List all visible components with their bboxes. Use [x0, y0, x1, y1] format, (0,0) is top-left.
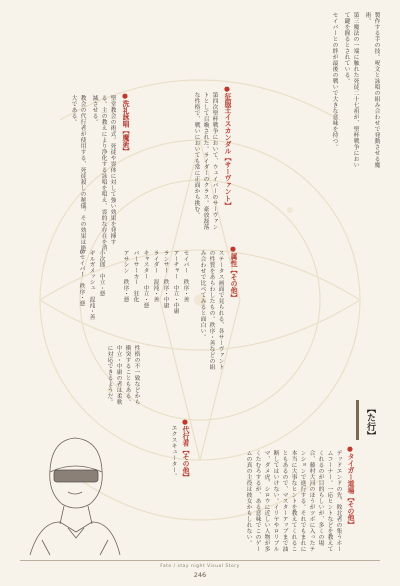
entry-term-senrei: ●洗礼詠唱【魔術】 [121, 92, 129, 155]
table-row: アサシン 秩序・悪 [122, 250, 128, 303]
divider-line [20, 560, 380, 561]
entry-text-zokusei [196, 250, 224, 370]
table-row: ライダー 混沌・善 [152, 250, 158, 303]
bullet-icon: ● [346, 445, 354, 453]
table-row: セイバー 秩序・善 [182, 250, 188, 303]
top-text-column [238, 12, 380, 172]
table-row: ギルガメッシュ 混沌・善 [88, 250, 94, 320]
entry-term-daikousha: ●代行者【その他】 [181, 418, 189, 481]
entry-term-iskandar: ●征服王イスカンダル【サーヴァント】 [223, 85, 231, 209]
entry-text-iskandar [130, 92, 218, 232]
section-heading: 【た行】 [356, 400, 382, 440]
entry-term-tiger: ●タイガー道場【その他】 [346, 445, 354, 528]
table-row: Bセイバー 秩序・悪 [78, 250, 84, 307]
entry-term-zokusei: ●属性【その他】 [229, 245, 237, 301]
table-row: 小次郎 中立・悪 [98, 250, 104, 297]
bullet-icon: ● [229, 245, 237, 253]
top-text-line: 第三魔法の一端に触れた死徒二十七祖が、聖杯戦争において鍵を握るとされている。 [343, 12, 358, 168]
page-number: 246 [193, 571, 207, 579]
alignment-table-extra [76, 250, 106, 330]
entry-body: 第四次聖杯戦争において、ウェイバーのサーヴァントとして召喚された。ライダーのクラス。豪放磊落な性格で、戦いにおいても常に正面から挑む。 [193, 92, 217, 230]
top-text-line: セイバーとの絆が最後の戦いで大きな意味を持つ。 [331, 12, 337, 150]
footer-title: Fate / stay night Visual Story [160, 564, 240, 569]
entry-text-daikousha [165, 425, 177, 485]
zokusei-note [20, 345, 140, 405]
table-row: アーチャー 中立・中庸 [172, 250, 178, 314]
entry-body: デッドエンドの先、敗北者の集うホームコーナー。一応ヒントなどを教えてくれるのが目的らしいが、多くの場合、藤村大河のほうがツボに入ったテンションで進行する。それでもまれに本当に大事なヒントを教えてくれることもあるので、マスターアップまで油断してはいけない。イリヤやロリブルマ、ダメ虎、シロウに近しい人物が多くたむろするが、ある意味でこのゲームの真の主役は彼女かもしれない。 [245, 450, 341, 552]
table-row: バーサーカー 狂化 [132, 250, 138, 303]
entry-text-senrei [30, 95, 116, 255]
bullet-icon: ● [223, 85, 231, 93]
entry-body: ステータス画面で見られる、各サーヴァントの性質をあらわしたもの。秩序・善などの組み合わせで比べてみると面白い。 [199, 250, 223, 370]
top-text-line: 製作する手の技。呪文と詠唱の組み合わせで発動させる魔術。 [364, 12, 379, 168]
entry-text-tiger [196, 450, 342, 555]
character-sketch-illustration [20, 430, 130, 560]
entry-note: 性格の不一致などから衝突することもある。中立・中庸の者は柔軟に対応できるようだ。 [106, 345, 139, 405]
bullet-icon: ● [181, 418, 189, 426]
alignment-table [120, 250, 190, 330]
bullet-icon: ● [121, 92, 129, 100]
entry-note: 教会の代行者が使用する、死徒殺しの秘儀。その効果は絶大である。 [70, 95, 85, 251]
table-row: キャスター 中立・悪 [142, 250, 148, 309]
entry-body: 聖堂教会の術式。死徒や霊体に対して強い効果を発揮する。主の教えにより浄化する詠唱を唱え、霊的な存在を消滅させる。 [91, 95, 115, 251]
table-row: ランサー 秩序・中庸 [162, 250, 168, 309]
entry-body: エクスキューター。 [170, 425, 176, 479]
